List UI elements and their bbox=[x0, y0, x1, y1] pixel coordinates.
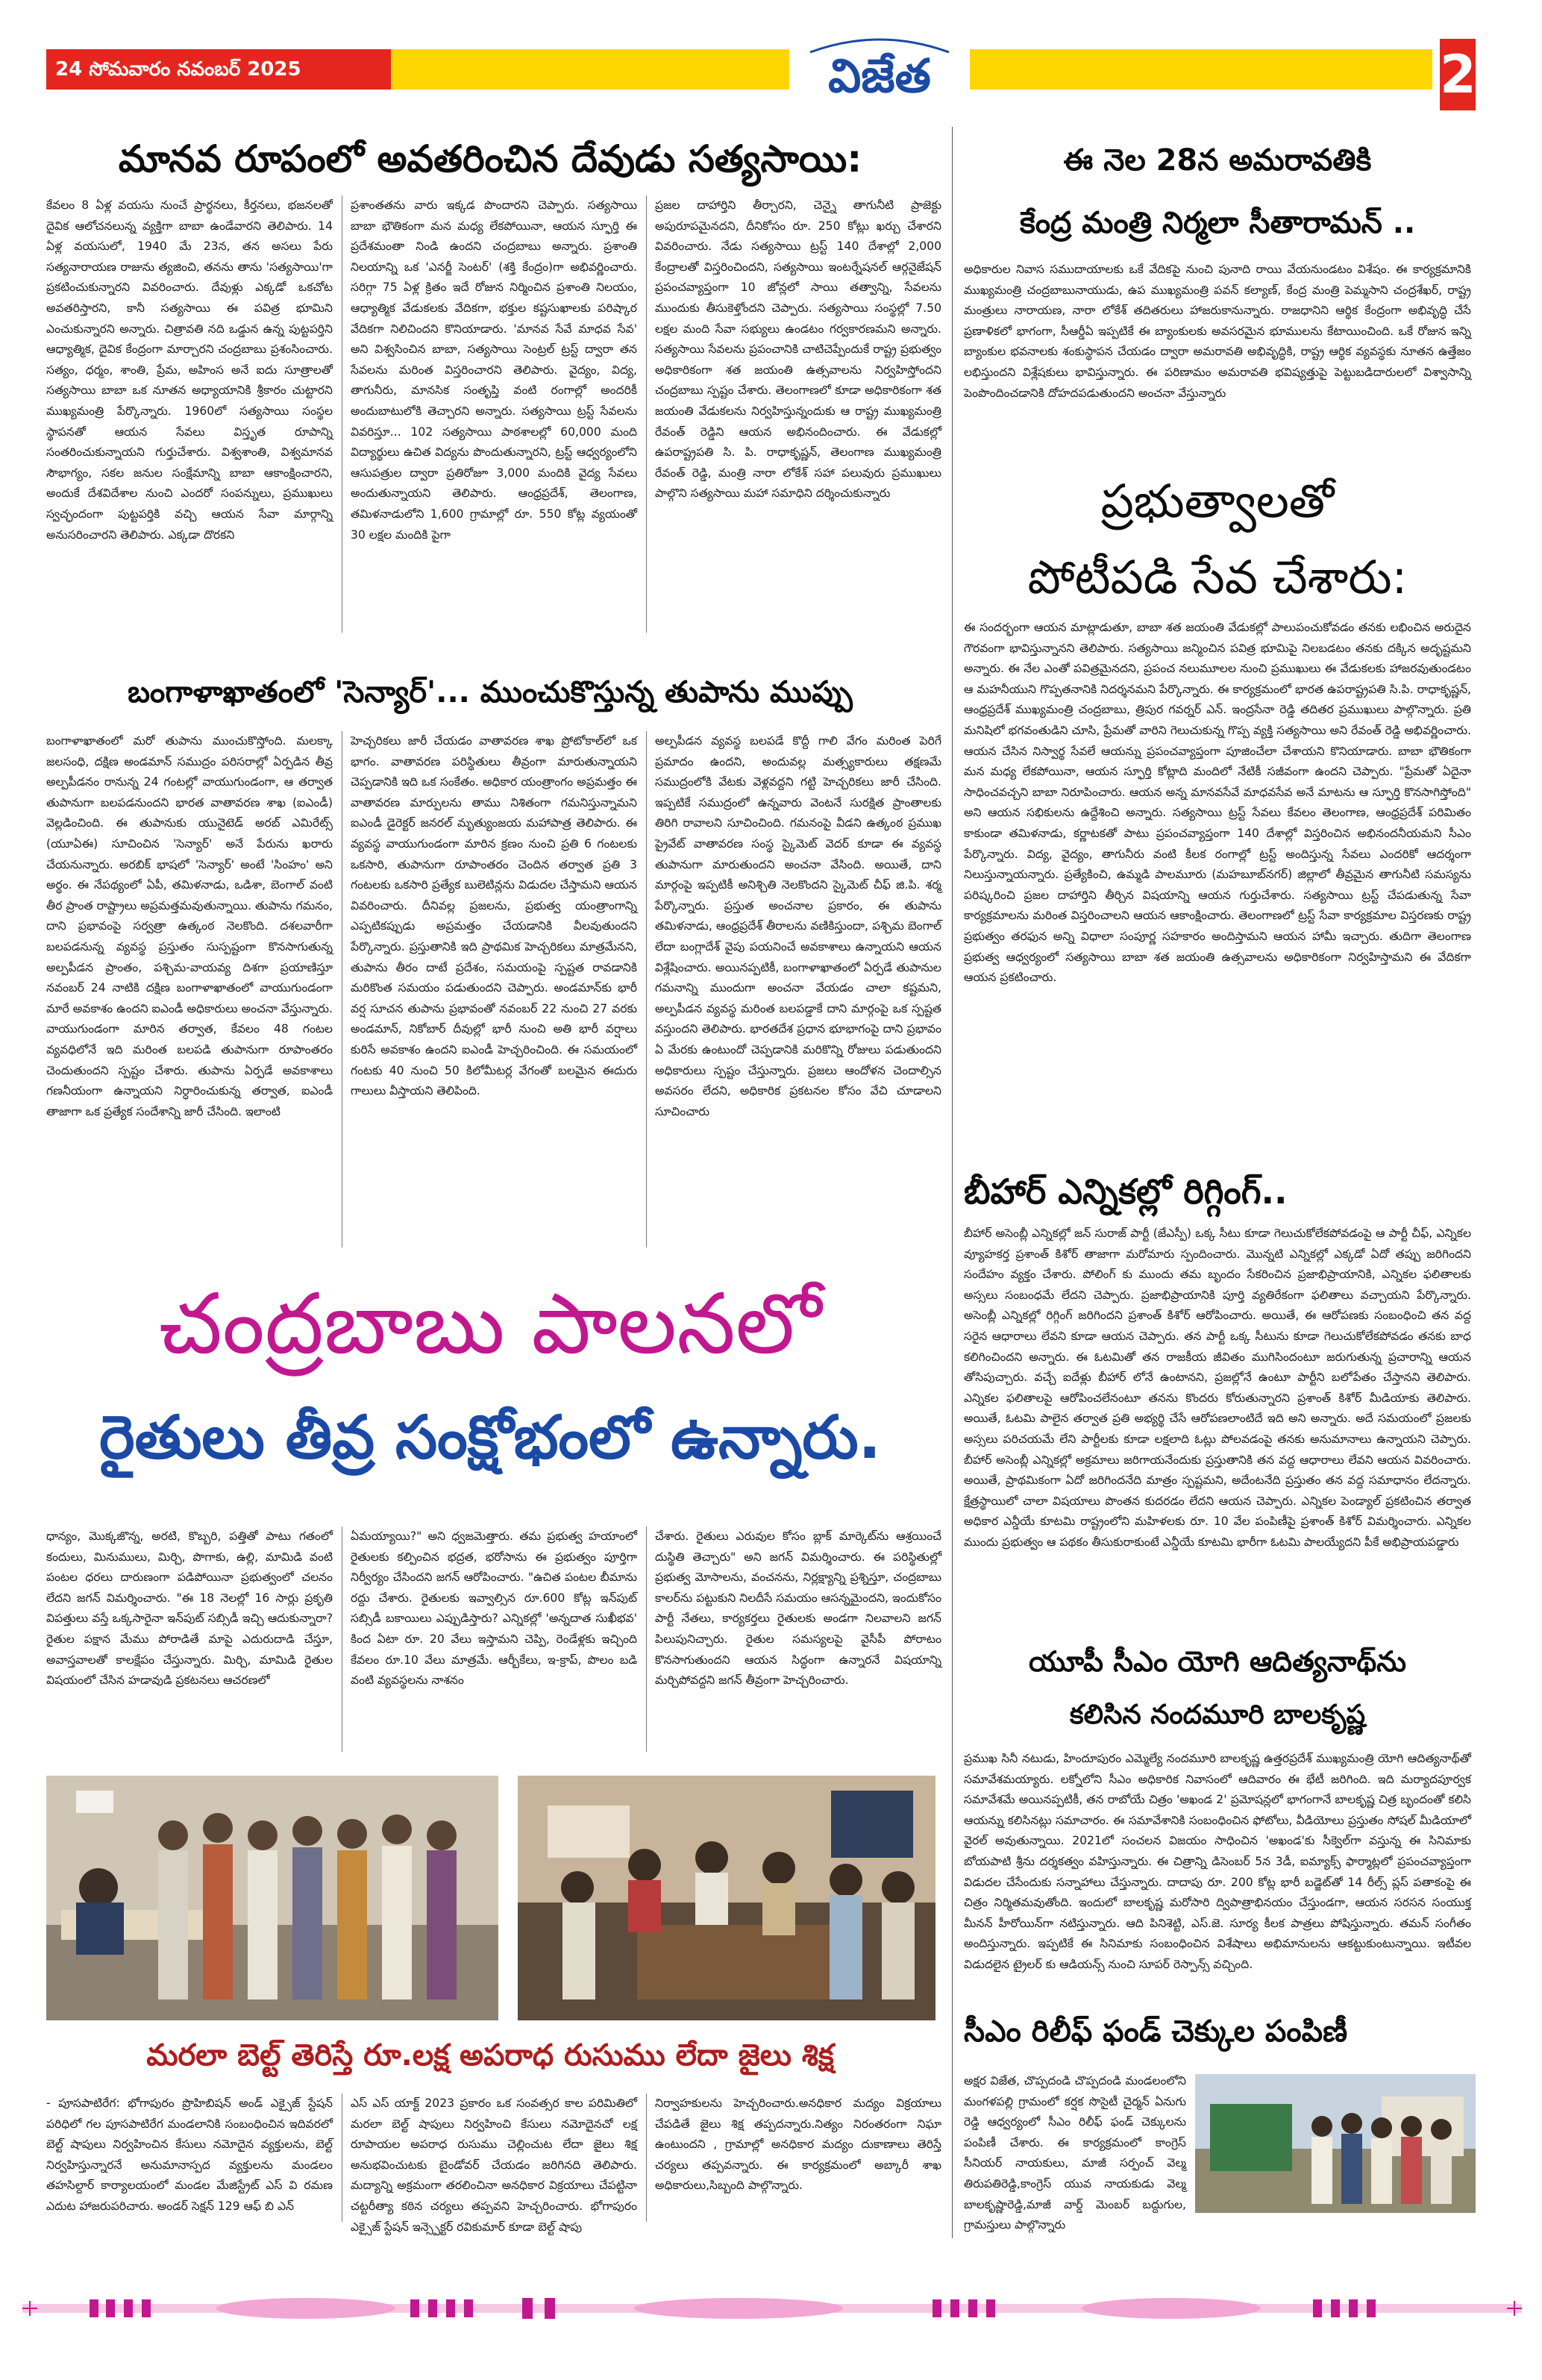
masthead-title: విజేత bbox=[828, 48, 931, 103]
a3-divider-2 bbox=[646, 1526, 647, 1752]
big-headline-line1: చంద్రబాబు పాలనలో bbox=[158, 1276, 822, 1373]
r2-headline-line2: పోటీపడి సేవ చేశారు: bbox=[1027, 550, 1408, 604]
a4-headline: మరలా బెల్ట్ తెరిస్తే రూ.లక్ష అపరాధ రుసుము లేదా జైలు శిక్ష bbox=[146, 2038, 834, 2073]
masthead-logo bbox=[795, 30, 964, 112]
photo-officials-desk-illustration bbox=[518, 1776, 935, 2020]
a2-divider-2 bbox=[646, 731, 647, 1247]
photo-cheque-distribution-illustration bbox=[1195, 2074, 1476, 2213]
a3-col2: ఏమయ్యాయి?" అని ధ్వజమెత్తారు. తమ ప్రభుత్వ హయాంలో రైతులకు కల్పించిన భద్రత, భరోసాను ఈ ప్రభుత్వం పూర్తిగా నిర్వీర్యం చేసిందని జగన్ ఆరోపించారు. "ఉచిత పంటల బీమాను రద్దు చేశారు. రైతులకు ఇవ్వాల్సిన రూ.600 కోట్ల ఇన్‌పుట్ సబ్సిడీ బకాయిలు ఎప్పుడిస్తారు? ఎన్నికల్లో 'అన్నదాత సుఖీభవ' కింద ఏటా రూ. 20 వేలు ఇస్తామని చెప్పి, రెండేళ్లకు ఇచ్చింది కేవలం రూ.10 వేలు మాత్రమే. ఆర్బీకేలు, ఇ-క్రాప్, పొలం బడి వంటి వ్యవస్థలను నాశనం bbox=[351, 1529, 637, 1688]
r1-body: అధికారుల నివాస సముదాయాలకు ఒకే వేదికపై నుంచి పునాది రాయి వేయనుండటం విశేషం. ఈ కార్యక్రమానికి ముఖ్యమంత్రి చంద్రబాబునాయుడు, ఉప ముఖ్యమంత్రి పవన్ కల్యాణ్, కేంద్ర మంత్రి పెమ్మసాని చంద్రశేఖర్, రాష్ట్ర మంత్రులు నారాయణ, నారా లోకేశ్ తదితరులు హాజరుకానున్నారు. రాజధానిని ఆర్థిక కేంద్రంగా అభివృద్ధి చేసే ప్రణాళికలో భాగంగా, సీఆర్డీఏ ఇప్పటికే ఈ బ్యాంకులకు అవసరమైన భూములను కేటాయించింది. ఒకే రోజున ఇన్ని బ్యాంకుల భవనాలకు శంకుస్థాపన చేయడం ద్వారా అమరావతి అభివృద్ధికి, రాష్ట్ర ఆర్థిక వ్యవస్థకు నూతన ఉత్తేజం లభిస్తుందని విశ్లేషకులు భావిస్తున్నారు. ఈ పరిణామం అమరావతి భవిష్యత్తుపై పెట్టుబడిదారులలో విశ్వాసాన్ని పెంపొందించడానికి దోహదపడుతుందని అంచనా వేస్తున్నారు bbox=[964, 263, 1471, 400]
photo-excise-office-illustration bbox=[46, 1776, 498, 2020]
r1-headline-line1: ఈ నెల 28న అమరావతికి bbox=[1063, 143, 1372, 178]
footer-ornament bbox=[22, 2293, 1522, 2323]
a1-col3: ప్రజల దాహార్తిని తీర్చారని, చెన్నై తాగునీటి ప్రాజెక్టు అపురూపమైనదని, దీనికోసం రూ. 250 కోట్లు ఖర్చు చేశారని వివరించారు. నేడు సత్యసాయి ట్రస్ట్ 140 దేశాల్లో 2,000 కేంద్రాలతో విస్తరించిందని, సత్యసాయి ఇంటర్నేషనల్ ఆర్గనైజేషన్ ప్రపంచవ్యాప్తంగా 10 జోన్లలో సాయి తత్వాన్ని, సేవలను ముందుకు తీసుకెళ్తోందని చెప్పారు. సత్యసాయి సంస్థల్లో 7.50 లక్షల మంది సేవా సభ్యులు ఉండటం గర్వకారణమని అన్నారు. సత్యసాయి సేవలను ప్రపంచానికి చాటిచెప్పేందుకే రాష్ట్ర ప్రభుత్వం అధికారికంగా శత జయంతి ఉత్సవాలను నిర్వహిస్తోందని చంద్రబాబు స్పష్టం చేశారు. తెలంగాణలో కూడా అధికారికంగా శత జయంతి వేడుకలను నిర్వహిస్తున్నందుకు ఆ రాష్ట్ర ముఖ్యమంత్రి రేవంత్ రెడ్డిని ఆయన అభినందించారు. ఈ వేడుకల్లో ఉపరాష్ట్రపతి సి. పి. రాధాకృష్ణన్, తెలంగాణ ముఖ్యమంత్రి రేవంత్ రెడ్డి, మంత్రి నారా లోకేశ్ సహా పలువురు ప్రముఖులు పాల్గొని సత్యసాయి మహా సమాధిని దర్శించుకున్నారు bbox=[655, 198, 941, 501]
r5-body: అక్షర విజేత, చొప్పదండి చొప్పదండి మండలంలోని మంగళపల్లి గ్రామంలో కర్షక సొసైటీ చైర్మన్ ఏనుగు రెడ్డి ఆధ్వర్యంలో సీఎం రిలీఫ్ ఫండ్ చెక్కులను పంపిణీ చేశారు. ఈ కార్యక్రమంలో కాంగ్రెస్ సీనియర్ నాయకులు, మాజీ సర్పంచ్ వెల్మ తిరుపతిరెడ్డి,కాంగ్రెస్ యువ నాయకుడు వెల్మ బాలకృష్ణారెడ్డి,మాజీ వార్డ్ మెంబర్ బద్దుగుల, గ్రామస్తులు పాల్గొన్నారు bbox=[964, 2074, 1186, 2232]
a3-col1: ధాన్యం, మొక్కజొన్న, అరటి, కొబ్బరి, పత్తితో పాటు గతంలో కందులు, మినుములు, మిర్చి, పొగాకు, ఉల్లి, మామిడి వంటి పంటల ధరలు దారుణంగా పడిపోయినా ప్రభుత్వంలో చలనం లేదని జగన్ విమర్శించారు. "ఈ 18 నెలల్లో 16 సార్లు ప్రకృతి విపత్తులు వస్తే ఒక్కసారైనా ఇన్‌పుట్ సబ్సిడీ ఇచ్చి ఆదుకున్నారా? రైతుల పక్షాన మేము పోరాడితే మాపై ఎదురుదాడి చేస్తూ, అవాస్తవాలతో కాలక్షేపం చేస్తున్నారు. మిర్చి, మామిడి రైతుల విషయంలో చేసిన హడావుడి ప్రకటనలు ఆచరణలో bbox=[46, 1529, 333, 1688]
r5-headline: సీఎం రిలీఫ్ ఫండ్ చెక్కుల పంపిణీ bbox=[964, 2014, 1348, 2049]
page-number: 2 bbox=[1440, 39, 1476, 110]
a3-col3: చేశారు. రైతులు ఎరువుల కోసం బ్లాక్ మార్కెట్‌ను ఆశ్రయించే దుస్థితి తెచ్చారు" అని జగన్ విమర్శించారు. ఈ పరిస్థితుల్లో ప్రభుత్వ మోసాలను, వంచనను, నిర్లక్ష్యాన్ని ప్రశ్నిస్తూ, చంద్రబాబు కాలర్‌ను పట్టుకుని నిలదీసే సమయం ఆసన్నమైందని, ఇందుకోసం పార్టీ నేతలు, కార్యకర్తలు రైతులకు అండగా నిలవాలని జగన్ పిలుపునిచ్చారు. రైతుల సమస్యలపై వైసీపీ పోరాటం కొనసాగుతుందని ఆయన సిద్ధంగా ఉన్నారనే విషయాన్ని మర్చిపోవద్దని జగన్ తీవ్రంగా హెచ్చరించారు. bbox=[655, 1529, 941, 1688]
main-column-divider bbox=[952, 127, 953, 2238]
r2-body: ఈ సందర్భంగా ఆయన మాట్లాడుతూ, బాబా శత జయంతి వేడుకల్లో పాలుపంచుకోవడం తనకు లభించిన అరుదైన గౌరవంగా భావిస్తున్నానని తెలిపారు. సత్యసాయి జన్మించిన పవిత్ర భూమిపై నిలబడటం తనకు దక్కిన అదృష్టమని అన్నారు. ఈ నేల ఎంతో పవిత్రమైనదని, ప్రపంచ నలుమూలల నుంచి ప్రముఖులు ఈ వేడుకలకు హాజరవుతుండటం ఆ మహనీయుని గొప్పతనానికి నిదర్శనమని పేర్కొన్నారు. ఈ కార్యక్రమంలో భారత ఉపరాష్ట్రపతి సి.పి. రాధాకృష్ణన్, ఆంధ్రప్రదేశ్ ముఖ్యమంత్రి చంద్రబాబు, త్రిపుర గవర్నర్ ఎన్. ఇంద్రసేనా రెడ్డి తదితర ప్రముఖులు పాల్గొన్నారు. ప్రతి మనిషిలో భగవంతుడిని చూసి, ప్రేమతో వారిని గెలుచుకున్న గొప్ప వ్యక్తి సత్యసాయి అని రేవంత్ రెడ్డి అభివర్ణించారు. ఆయన చేసిన నిస్వార్థ సేవలే ఆయన్ను ప్రపంచవ్యాప్తంగా పూజించేలా చేశాయని కొనియాడారు. బాబా భౌతికంగా మన మధ్య లేకపోయినా, ఆయన స్ఫూర్తి కోట్లాది మందిలో నేటికీ సజీవంగా ఉందని చెప్పారు. "ప్రేమతో ఏదైనా సాధించవచ్చని బాబా నిరూపించారు. ఆయన అన్న మానవసేవే మాధవసేవ అనే మాటను ఆ స్ఫూర్తి కొనసాగిస్తోంది" అని ఆయన సభికులను ఉద్దేశించి అన్నారు. సత్యసాయి ట్రస్ట్ సేవలు కేవలం తెలంగాణ, ఆంధ్రప్రదేశ్ పరిమితం కాకుండా తమిళనాడు, కర్ణాటకతో పాటు ప్రపంచవ్యాప్తంగా 140 దేశాల్లో విస్తరించిన అభినందనీయమని సీఎం పేర్కొన్నారు. విద్య, వైద్యం, తాగునీరు వంటి కీలక రంగాల్లో ట్రస్ట్ అందిస్తున్న సేవలు ఎందరికో ఆదర్శంగా నిలుస్తున్నాయన్నారు. ప్రత్యేకించి, ఉమ్మడి పాలమూరు (మహబూబ్‌నగర్) జిల్లాలో తీవ్రమైన తాగునీటి సమస్యను పరిష్కరించి ప్రజల దాహార్తిని తీర్చిన విషయాన్ని ఆయన గుర్తుచేశారు. సత్యసాయి ట్రస్ట్ చేపడుతున్న సేవా కార్యక్రమాలను మరింత విస్తరించాలని ఆయన ఆకాంక్షించారు. తెలంగాణలో ట్రస్ట్ సేవా కార్యక్రమాల విస్తరణకు రాష్ట్ర ప్రభుత్వం తరఫున అన్ని విధాలా సంపూర్ణ సహకారం అందిస్తామని ఆయన హామీ ఇచ్చారు. తుదిగా తెలంగాణ ప్రభుత్వ ఆధ్వర్యంలో సత్యసాయి బాబా శత జయంతి ఉత్సవాలను అధికారికంగా నిర్వహిస్తామని ఈ వేదికగా ఆయన ప్రకటించారు. bbox=[964, 621, 1471, 985]
r4-headline-line2: కలిసిన నందమూరి బాలకృష్ణ bbox=[1069, 1700, 1366, 1730]
a2-headline: బంగాళాఖాతంలో 'సెన్యార్'... ముంచుకొస్తున్న తుపాను ముప్పు bbox=[128, 675, 853, 710]
r1-headline-line2: కేంద్ర మంత్రి నిర్మలా సీతారామన్ .. bbox=[1019, 206, 1416, 240]
photo-cheque-distribution bbox=[1195, 2074, 1476, 2213]
photo-excise-office bbox=[46, 1776, 498, 2020]
header-yellow-bar-right bbox=[970, 49, 1432, 90]
a4-col2: ఎస్ ఎస్ యాక్ట్ 2023 ప్రకారం ఒక సంవత్సర కాల పరిమితిలో మరలా బెల్ట్ షాపులు నిర్వహించి కేసులు నమోదైనచో లక్ష రూపాయల అపరాధ రుసుము చెల్లించుట లేదా జైలు శిక్ష అనుభవించుటకు బైండోవర్ చేయడం జరిగినది తెలిపారు. మద్యాన్ని అక్రమంగా తరలించినా అనధికార విక్రయాలు చేపట్టినా చట్టరీత్యా కఠిన చర్యలు తప్పవని హెచ్చరించారు. భోగాపురం ఎక్సైజ్ స్టేషన్ ఇన్స్పెక్టర్ రవికుమార్ కూడా బెల్ట్ షాపు bbox=[351, 2096, 637, 2234]
photo-officials-desk bbox=[518, 1776, 935, 2020]
r3-body: బీహార్ అసెంబ్లీ ఎన్నికల్లో జన్ సురాజ్ పార్టీ (జేఎస్పీ) ఒక్క సీటు కూడా గెలుచుకోలేకపోవడంపై ఆ పార్టీ చీఫ్, ఎన్నికల వ్యూహకర్త ప్రశాంత్ కిశోర్ తాజాగా మరోమారు స్పందించారు. మొన్నటి ఎన్నికల్లో ఎక్కడో ఏదో తప్పు జరిగిందని సందేహం వ్యక్తం చేశారు. పోలింగ్ కు ముందు తమ బృందం సేకరించిన ప్రజాభిప్రాయానికి, ఎన్నికల ఫలితాలకు అస్సలు సంబంధమే లేదని చెప్పారు. ప్రజాభిప్రాయానికి పూర్తి వ్యతిరేకంగా ఫలితాలు వచ్చాయని పేర్కొన్నారు. అసెంబ్లీ ఎన్నికల్లో రిగ్గింగ్ జరిగిందని ప్రశాంత్ కిశోర్ ఆరోపించారు. అయితే, ఈ ఆరోపణకు సంబంధించి తన వద్ద సరైన ఆధారాలు లేవని కూడా ఆయన చెప్పారు. తన పార్టీ ఒక్క సీటును కూడా గెలుచుకోలేకపోవడం తనకు బాధ కలిగించిందని అన్నారు. ఈ ఓటమితో తన రాజకీయ జీవితం ముగిసిందంటూ జరుగుతున్న ప్రచారాన్ని ఆయన తోసిపుచ్చారు. వచ్చే ఐదేళ్లు బీహార్ లోనే ఉంటానని, ప్రజల్లోనే ఉంటూ పార్టీని బలోపేతం చేస్తానని తెలిపారు. ఎన్నికల ఫలితాలపై ఆరోపించలేనంటూ తనను కొందరు కోరుతున్నారని ప్రశాంత్ కిశోర్ మీడియాకు తెలిపారు. అయితే, ఓటమి పాలైన తర్వాత ప్రతి అభ్యర్థి చేసే ఆరోపణలాంటిదే ఇది అని అన్నారు. అదే సమయంలో ప్రజలకు అస్సలు పరిచయమే లేని పార్టీలకు కూడా లక్షలాది ఓట్లు పోలవడంపై తనకు అనుమానాలు ఉన్నాయని చెప్పారు. బీహార్ అసెంబ్లీ ఎన్నికల్లో అక్రమాలు జరిగాయనేందుకు ప్రస్తుతానికి తన వద్ద ఆధారాలు లేవని ఆయన వివరించారు. అయితే, ప్రాథమికంగా ఏదో జరిగిందనేది మాత్రం స్పష్టమని, అదేంటనేది ప్రస్తుతం తన వద్ద సమాధానం లేదన్నారు. క్షేత్రస్థాయిలో చాలా విషయాలు పొంతన కుదరడం లేదని ఆయన చెప్పారు. ఎన్నికల పెండ్యాల్ ప్రకటించిన తర్వాత అధికార ఎన్డీయే కూటమి రాష్ట్రంలోని మహిళలకు రూ. 10 వేల పంపిణీపై ప్రశాంత్ కిశోర్ విమర్శించారు. ఎన్నికల ముందు ప్రభుత్వం ఆ పథకం తీసుకురాకుంటే ఎన్డీయే కూటమి భారీగా ఓటమి పాలయ్యేదని పీకే అభిప్రాయపడ్డారు bbox=[964, 1227, 1471, 1549]
r4-body: ప్రముఖ సినీ నటుడు, హిందూపురం ఎమ్మెల్యే నందమూరి బాలకృష్ణ ఉత్తరప్రదేశ్ ముఖ్యమంత్రి యోగి ఆదిత్యనాథ్‌తో సమావేశమయ్యారు. లక్నోలోని సీఎం అధికారిక నివాసంలో ఆదివారం ఈ భేటీ జరిగింది. ఇది మర్యాదపూర్వక సమావేశమే అయినప్పటికీ, తన రాబోయే చిత్రం 'అఖండ 2' ప్రమోషన్లలో భాగంగానే బాలకృష్ణ చిత్ర బృందంతో కలిసి ఆయన్ను కలిసినట్లు సమాచారం. ఈ సమావేశానికి సంబంధించిన ఫోటోలు, వీడియోలు ప్రస్తుతం సోషల్ మీడియాలో వైరల్ అవుతున్నాయి. 2021లో సంచలన విజయం సాధించిన 'అఖండ'కు సీక్వెల్‌గా వస్తున్న ఈ సినిమాకు బోయపాటి శ్రీను దర్శకత్వం వహిస్తున్నారు. ఈ చిత్రాన్ని డిసెంబర్ 5న 3డీ, ఐమ్యాక్స్ ఫార్మాట్లలో ప్రపంచవ్యాప్తంగా విడుదల చేసేందుకు సన్నాహాలు చేస్తున్నారు. దాదాపు రూ. 200 కోట్ల భారీ బడ్జెట్‌తో 14 రీల్స్ ప్లస్ పతాకంపై ఈ చిత్రం నిర్మితమవుతోంది. ఇందులో బాలకృష్ణ మరోసారి ద్విపాత్రాభినయం చేస్తుండగా, ఆయన సరసన సంయుక్త మీనన్ హీరోయిన్‌గా నటిస్తున్నారు. ఆది పినిశెట్టి, ఎస్.జె. సూర్య కీలక పాత్రలు పోషిస్తున్నారు. తమన్ సంగీతం అందిస్తున్నారు. ఇప్పటికే ఈ సినిమాకు సంబంధించిన విశేషాలు అభిమానులను ఆకట్టుకుంటున్నాయి. ఇటీవల విడుదలైన ట్రైలర్ కు ఆడియన్స్ నుంచి సూపర్ రెస్పాన్స్ వచ్చింది. bbox=[964, 1752, 1471, 1971]
r2-headline-line1: ప్రభుత్వాలతో bbox=[1100, 474, 1335, 528]
r4-headline-line1: యూపీ సీఎం యోగి ఆదిత్యనాథ్‌ను bbox=[1028, 1645, 1407, 1678]
a4-col3: నిర్వాహకులను హెచ్చరించారు.అనధికార మద్యం విక్రయాలు చేపడితే జైలు శిక్ష తప్పదన్నారు.నిత్యం నిరంతరంగా నిఘా ఉంటుందని , గ్రామాల్లో అనధికార మద్యం దుకాణాలు తెరిస్తే చర్యలు తప్పవన్నారు. ఈ కార్యక్రమంలో అబ్కారీ శాఖ అధికారులు,సిబ్బంది పాల్గొన్నారు. bbox=[655, 2096, 941, 2193]
big-headline-line2: రైతులు తీవ్ర సంక్షోభంలో ఉన్నారు. bbox=[99, 1403, 881, 1472]
a4-divider-2 bbox=[646, 2094, 647, 2222]
a1-col1: కేవలం 8 ఏళ్ల వయసు నుంచే ప్రార్థనలు, కీర్తనలు, భజనలతో దైవిక ఆలోచనలున్న వ్యక్తిగా బాబా ఉండేవారని తెలిపారు. 14 ఏళ్ల వయసులో, 1940 మే 23న, తన అసలు పేరు సత్యనారాయణ రాజును త్యజించి, తనను తాను 'సత్యసాయి'గా ప్రకటించుకున్నారని వివరించారు. దేవుళ్లు ఎక్కడో ఒకచోట అవతరిస్తారని, కానీ సత్యసాయి ఈ పవిత్ర భూమిని ఎంచుకున్నారని అన్నారు. చిత్రావతి నది ఒడ్డున ఉన్న పుట్టపర్తిని ఆధ్యాత్మిక, దైవిక కేంద్రంగా మార్చారని చంద్రబాబు ప్రశంసించారు. సత్యం, ధర్మం, శాంతి, ప్రేమ, అహింస అనే ఐదు సూత్రాలతో సత్యసాయి బాబా ఒక నూతన అధ్యాయానికి శ్రీకారం చుట్టారని ముఖ్యమంత్రి పేర్కొన్నారు. 1960లో సత్యసాయి సంస్థల స్థాపనతో ఆయన సేవలు విస్తృత రూపాన్ని సంతరించుకున్నాయని గుర్తుచేశారు. విశ్వశాంతి, విశ్వమానవ సౌభాగ్యం, సకల జనుల సంక్షేమాన్ని బాబా ఆకాంక్షించారని, అందుకే దేశవిదేశాల నుంచి ఎందరో సంపన్నులు, ప్రముఖులు స్వచ్ఛందంగా పుట్టపర్తికి వచ్చి ఆయన సేవా మార్గాన్ని అనుసరించారని తెలిపారు. ఎక్కడా దొరకని bbox=[46, 198, 333, 542]
a2-col1: బంగాళాఖాతంలో మరో తుపాను ముంచుకొస్తోంది. మలక్కా జలసంధి, దక్షిణ అండమాన్ సముద్రం పరిసరాల్లో ఏర్పడిన తీవ్ర అల్పపీడనం రానున్న 24 గంటల్లో వాయుగుండంగా, ఆ తర్వాత తుపానుగా బలపడనుందని భారత వాతావరణ శాఖ (ఐఎండీ) వెల్లడించింది. ఈ తుపానుకు యునైటెడ్ అరబ్ ఎమిరేట్స్ (యూఏఈ) సూచించిన 'సెన్యార్' అనే పేరును ఖరారు చేయనున్నారు. అరబిక్ భాషలో 'సెన్యార్' అంటే 'సింహం' అని అర్థం. ఈ నేపథ్యంలో ఏపీ, తమిళనాడు, ఒడిశా, బెంగాల్ వంటి తీర ప్రాంత రాష్ట్రాలు అప్రమత్తమవుతున్నాయి. తుపాను గమనం, దాని ప్రభావంపై సర్వత్రా ఉత్కంఠ నెలకొంది. దశలవారీగా బలపడనున్న వ్యవస్థ ప్రస్తుతం సుస్పష్టంగా కొనసాగుతున్న అల్పపీడన ప్రాంతం, పశ్చిమ-వాయవ్య దిశగా ప్రయాణిస్తూ నవంబర్ 24 నాటికి దక్షిణ బంగాళాఖాతంలో వాయుగుండంగా మారే అవకాశం ఉందని ఐఎండీ అధికారులు అంచనా వేస్తున్నారు. వాయుగుండంగా మారిన తర్వాత, కేవలం 48 గంటల వ్యవధిలోనే ఇది మరింత బలపడి తుపానుగా రూపాంతరం చెందుతుందని స్పష్టం చేశారు. తుపాను ఏర్పడే అవకాశాలు గణనీయంగా ఉన్నాయని నిర్ధారించుకున్న తర్వాత, ఐఎండీ తాజాగా ఒక ప్రత్యేక సందేశాన్ని జారీ చేసింది. ఇలాంటి bbox=[46, 734, 333, 1118]
a1-divider-2 bbox=[646, 195, 647, 633]
a2-col3: అల్పపీడన వ్యవస్థ బలపడే కొద్దీ గాలి వేగం మరింత పెరిగే ప్రమాదం ఉందని, అందువల్ల మత్స్యకారులు తక్షణమే సముద్రంలోకి వేటకు వెళ్లవద్దని గట్టి హెచ్చరికలు జారీ చేసింది. ఇప్పటికే సముద్రంలో ఉన్నవారు వెంటనే సురక్షిత ప్రాంతాలకు తిరిగి రావాలని సూచించింది. గమనంపై వీడని ఉత్కంఠ ప్రముఖ ప్రైవేట్ వాతావరణ సంస్థ స్కైమెట్ వెదర్ కూడా ఈ వ్యవస్థ తుపానుగా మారుతుందని అంచనా వేసింది. అయితే, దాని మార్గంపై ఇప్పటికీ అనిశ్చితి నెలకొందని స్కైమెట్ చీఫ్ జి.పి. శర్మ పేర్కొన్నారు. ప్రస్తుత అంచనాల ప్రకారం, ఈ తుపాను తమిళనాడు, ఆంధ్రప్రదేశ్ తీరాలను వణికిస్తుందా, పశ్చిమ బెంగాల్ లేదా బంగ్లాదేశ్ వైపు పయనించే అవకాశాలు ఉన్నాయని ఆయన విశ్లేషించారు. అయినప్పటికీ, బంగాళాఖాతంలో ఏర్పడే తుపానుల గమనాన్ని ముందుగా అంచనా వేయడం చాలా కష్టమని, అల్పపీడన వ్యవస్థ మరింత బలపడ్డాకే దాని మార్గంపై ఒక స్పష్టత వస్తుందని తెలిపారు. భారతదేశ ప్రధాన భూభాగంపై దాని ప్రభావం ఏ మేరకు ఉంటుందో చెప్పడానికి మరికొన్ని రోజులు పడుతుందని అధికారులు స్పష్టం చేస్తున్నారు. ప్రజలు ఆందోళన చెందాల్సిన అవసరం లేదని, అధికారిక ప్రకటనల కోసం వేచి చూడాలని సూచించారు bbox=[655, 734, 941, 1118]
header-date: 24 సోమవారం నవంబర్ 2025 bbox=[55, 58, 301, 81]
a1-headline: మానవ రూపంలో అవతరించిన దేవుడు సత్యసాయి: bbox=[118, 137, 862, 181]
a2-col2: హెచ్చరికలు జారీ చేయడం వాతావరణ శాఖ ప్రోటోకాల్‌లో ఒక భాగం. వాతావరణ పరిస్థితులు తీవ్రంగా మారుతున్నాయని చెప్పడానికి ఇది ఒక సంకేతం. అధికార యంత్రాంగం అప్రమత్తం ఈ వాతావరణ మార్పులను తాము నిశితంగా గమనిస్తున్నామని ఐఎండీ డైరెక్టర్ జనరల్ మృత్యుంజయ మహాపాత్ర తెలిపారు. ఈ వ్యవస్థ వాయుగుండంగా మారిన క్రణం నుంచి ప్రతి 6 గంటలకు ఒకసారి, తుపానుగా రూపాంతరం చెందిన తర్వాత ప్రతి 3 గంటలకు ఒకసారి ప్రత్యేక బులెటిన్లను విడుదల చేస్తామని ఆయన వివరించారు. దీనివల్ల ప్రజలను, ప్రభుత్వ యంత్రాంగాన్ని ఎప్పటికప్పుడు అప్రమత్తం చేయడానికి వీలవుతుందని పేర్కొన్నారు. ప్రస్తుతానికి ఇది ప్రాథమిక హెచ్చరికలు మాత్రమేనని, తుపాను తీరం దాటే ప్రదేశం, సమయంపై స్పష్టత రావడానికి మరికొంత సమయం పడుతుందని చెప్పారు. అండమాన్‌కు భారీ వర్ష సూచన తుపాను ప్రభావంతో నవంబర్ 22 నుంచి 27 వరకు అండమాన్, నికోబార్ దీవుల్లో భారీ నుంచి అతి భారీ వర్షాలు కురిసే అవకాశం ఉందని ఐఎండీ హెచ్చరించింది. ఈ సమయంలో గంటకు 40 నుంచి 50 కిలోమీటర్ల వేగంతో బలమైన ఈదురు గాలులు వీస్తాయని తెలిపింది. bbox=[351, 734, 637, 1098]
a4-col1: - పూసపాటిరేగ: భోగాపురం ప్రొహిబిషన్ అండ్ ఎక్సైజ్ స్టేషన్ పరిధిలో గల పూసపాటిరేగ మండలానికి సంబంధించిన ఇదివరలో బెల్ట్ షాపులు నిర్వహించిన కేసులు నమోదైన వ్యక్తులను, బెల్ట్ నిర్వహిస్తున్నారనే అనుమానాస్పద వ్యక్తులను మండలం తహసిల్దార్ కార్యాలయంలో మండల మేజిస్ట్రేట్ ఎస్ వి రమణ ఎదుట హాజరుపరిచారు. అండర్ సెక్షన్ 129 ఆఫ్ బి ఎన్ bbox=[46, 2096, 333, 2213]
header-yellow-bar-left bbox=[391, 49, 789, 90]
r3-headline: బీహార్ ఎన్నికల్లో రిగ్గింగ్.. bbox=[964, 1171, 1288, 1212]
footer-ornament-strip bbox=[22, 2293, 1522, 2323]
a1-col2: ప్రశాంతతను వారు ఇక్కడ పొందారని చెప్పారు. సత్యసాయి బాబా భౌతికంగా మన మధ్య లేకపోయినా, ఆయన స్ఫూర్తి ఈ ప్రదేశమంతా నిండి ఉందని చంద్రబాబు అన్నారు. ప్రశాంతి నిలయాన్ని ఒక 'ఎనర్జీ సెంటర్' (శక్తి కేంద్రం)గా అభివర్ణించారు. సరిగ్గా 75 ఏళ్ల క్రితం ఇదే రోజున నిర్మించిన ప్రశాంతి నిలయం, ఆధ్యాత్మిక వేడుకలకు వేదికగా, భక్తుల కష్టసుఖాలకు పరిష్కార వేదికగా నిలిచిందని కొనియాడారు. 'మానవ సేవే మాధవ సేవ' అని విశ్వసించిన బాబా, సత్యసాయి సెంట్రల్ ట్రస్ట్ ద్వారా తన సేవలను మరింత విస్తరించారని తెలిపారు. వైద్యం, విద్య, తాగునీరు, మానసిక సంతృప్తి వంటి రంగాల్లో అందరికీ అందుబాటులోకి తెచ్చారని అన్నారు. సత్యసాయి ట్రస్ట్ సేవలను వివరిస్తూ... 102 సత్యసాయి పాఠశాలల్లో 60,000 మంది విద్యార్థులు ఉచిత విద్యను పొందుతున్నారని, ట్రస్ట్ ఆధ్వర్యంలోని ఆసుపత్రుల ద్వారా ప్రతిరోజూ 3,000 మందికి వైద్య సేవలు అందుతున్నాయని తెలిపారు. ఆంధ్రప్రదేశ్, తెలంగాణ, తమిళనాడులోని 1,600 గ్రామాల్లో రూ. 550 కోట్ల వ్యయంతో 30 లక్షల మందికి పైగా bbox=[351, 198, 637, 542]
